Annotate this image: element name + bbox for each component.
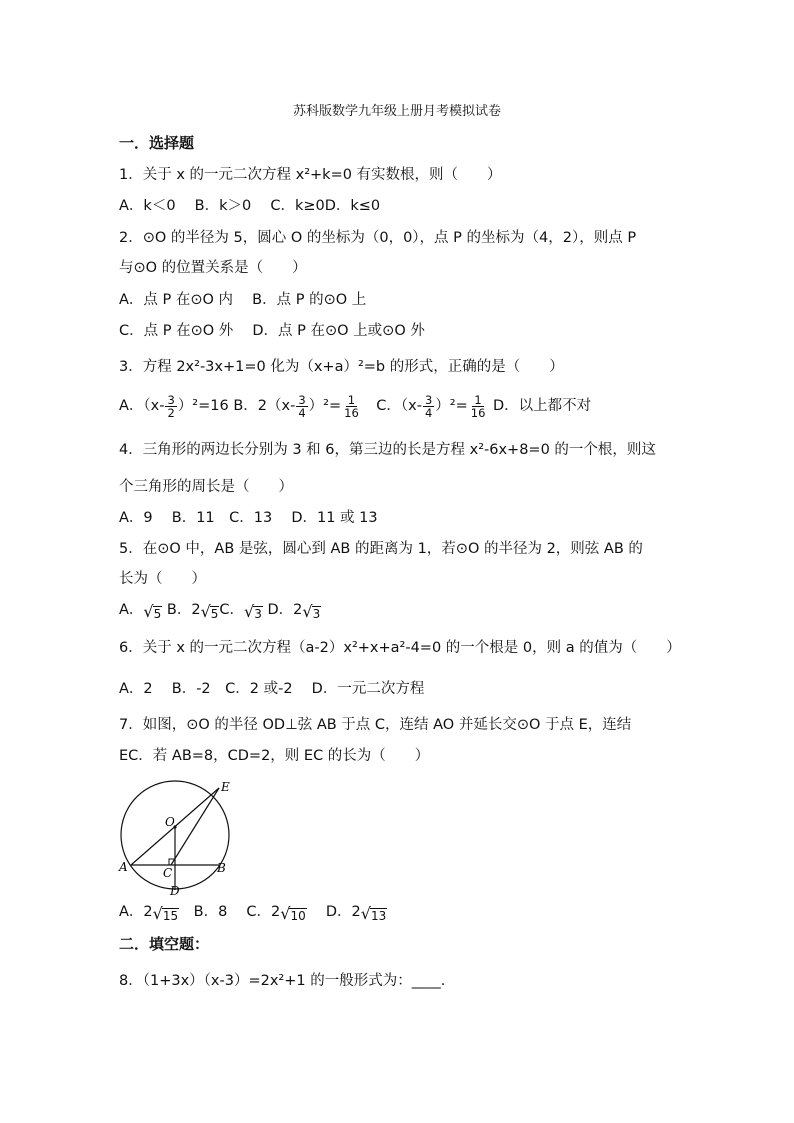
sqrt-sign: √	[280, 904, 291, 923]
q3-option-a-prefix: A．（x-	[119, 398, 165, 414]
q8-stem: 8．（1+3x）（x-3）=2x²+1 的一般形式为：____.	[119, 973, 446, 989]
q5-coef-d: 2	[293, 602, 303, 618]
section-heading-choice: 一．选择题	[119, 134, 195, 152]
label-e: E	[221, 780, 230, 794]
sqrt-sign: √	[200, 602, 211, 621]
q2-options-cd: C．点 P 在⊙O 外 D．点 P 在⊙O 上或⊙O 外	[119, 323, 425, 339]
radicand: 13	[370, 909, 387, 923]
q6-options: A．2 B．-2 C．2 或-2 D．一元二次方程	[119, 681, 425, 697]
q7-option-d-label: D．	[306, 904, 352, 920]
q7-sqrt-d	[361, 905, 387, 923]
label-d: D	[170, 884, 180, 898]
numerator: 1	[474, 392, 482, 407]
radicand: 5	[153, 607, 162, 621]
q7-circle-figure	[113, 780, 233, 898]
q3-option-c-prefix: C．（x-	[361, 398, 422, 414]
numerator: 1	[347, 392, 356, 407]
q5-stem-line2: 长为（ ）	[119, 571, 206, 587]
label-b: B	[217, 861, 226, 875]
section-heading-fill: 二．填空题：	[119, 935, 210, 953]
sqrt-sign: √	[360, 904, 371, 923]
q7-stem-line2: EC．若 AB=8，CD=2，则 EC 的长为（ ）	[119, 748, 430, 764]
sqrt-sign: √	[143, 602, 154, 621]
sqrt-sign: √	[244, 602, 255, 621]
label-c: C	[163, 866, 173, 880]
q7-option-bc-label: B．8 C．	[179, 904, 272, 920]
q7-sqrt-c	[280, 905, 306, 923]
q7-stem-line1: 7．如图，⊙O 的半径 OD⊥弦 AB 于点 C，连结 AO 并延长交⊙O 于点 E，连结	[119, 717, 632, 733]
denominator: 2	[167, 405, 175, 420]
q5-sqrt-a	[143, 603, 162, 621]
radicand: 5	[210, 607, 219, 621]
q3-option-b-mid: ）²=	[308, 398, 342, 414]
radicand: 15	[162, 909, 179, 923]
q5-option-a-label: A．	[119, 602, 144, 618]
q1-options: A．k＜0 B．k＞0 C．k≥0D．k≤0	[119, 198, 381, 214]
segment-ec	[171, 788, 219, 865]
q3-fraction-c-rhs	[469, 394, 488, 419]
q7-coef-d: 2	[351, 904, 361, 920]
q3-fraction-b	[296, 394, 307, 419]
q6-stem: 6．关于 x 的一元二次方程（a-2）x²+x+a²-4=0 的一个根是 0，则 a 的值为（ ）	[119, 640, 681, 656]
q5-option-b-label: B．	[162, 602, 192, 618]
q4-options: A．9 B．11 C．13 D．11 或 13	[119, 510, 378, 526]
q3-fraction-a	[165, 394, 176, 419]
q5-options	[119, 600, 321, 621]
page-title: 苏科版数学九年级上册月考模拟试卷	[292, 104, 501, 119]
sqrt-sign: √	[152, 904, 163, 923]
q3-options	[119, 393, 591, 419]
q7-sqrt-a	[153, 905, 179, 923]
q3-option-d: D．以上都不对	[488, 398, 592, 414]
q5-stem-line1: 5．在⊙O 中，AB 是弦，圆心到 AB 的距离为 1，若⊙O 的半径为 2，则弦 AB 的	[119, 541, 643, 557]
radicand: 3	[312, 607, 321, 621]
q3-option-c-mid: ）²=	[435, 398, 468, 414]
q5-sqrt-c	[244, 603, 263, 621]
q1-stem: 1．关于 x 的一元二次方程 x²+k=0 有实数根，则（ ）	[119, 167, 502, 183]
numerator: 3	[167, 392, 175, 407]
q2-options-ab: A．点 P 在⊙O 内 B．点 P 的⊙O 上	[119, 292, 367, 308]
q3-fraction-b-rhs	[342, 394, 361, 419]
q5-sqrt-b	[201, 603, 220, 621]
numerator: 3	[424, 392, 433, 407]
q7-coef-c: 2	[271, 904, 281, 920]
radicand: 3	[254, 607, 262, 621]
q4-stem-line2: 个三角形的周长是（ ）	[119, 479, 293, 495]
radicand: 10	[290, 909, 306, 923]
q5-option-c-label: C．	[219, 602, 245, 618]
q3-fraction-c	[423, 394, 434, 419]
q4-stem-line1: 4．三角形的两边长分别为 3 和 6，第三边的长是方程 x²-6x+8=0 的一个根，则这	[119, 442, 656, 458]
q7-options	[119, 902, 387, 923]
q5-option-d-label: D．	[262, 602, 294, 618]
denominator: 16	[470, 405, 486, 420]
sqrt-sign: √	[302, 602, 313, 621]
denominator: 4	[298, 405, 306, 420]
q3-stem: 3．方程 2x²-3x+1=0 化为（x+a）²=b 的形式，正确的是（ ）	[119, 359, 564, 375]
denominator: 16	[344, 405, 359, 420]
q5-coef-b: 2	[191, 602, 201, 618]
numerator: 3	[298, 392, 306, 407]
q5-sqrt-d	[302, 603, 321, 621]
label-o: O	[165, 815, 175, 829]
q7-option-a-label: A．	[119, 904, 144, 920]
denominator: 4	[424, 405, 433, 420]
q7-coef-a: 2	[143, 904, 153, 920]
q2-stem-line1: 2．⊙O 的半径为 5，圆心 O 的坐标为（0，0），点 P 的坐标为（4，2），则点 P	[119, 230, 637, 246]
q2-stem-line2: 与⊙O 的位置关系是（ ）	[119, 260, 307, 276]
q3-option-b-prefix: ）²=16 B．2（x-	[177, 398, 296, 414]
label-a: A	[119, 860, 128, 874]
